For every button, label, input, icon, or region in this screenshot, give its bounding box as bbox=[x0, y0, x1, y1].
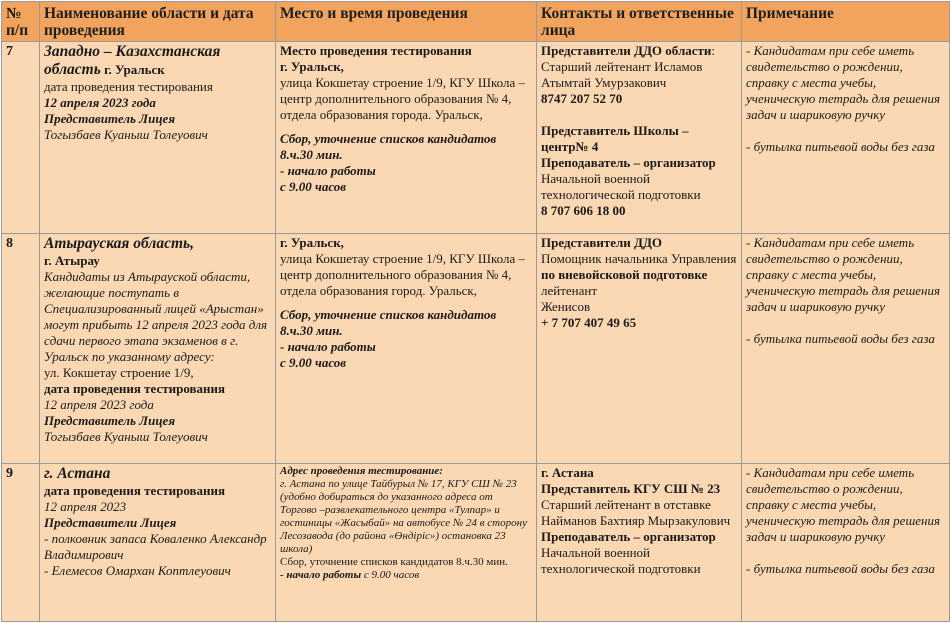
test-date: 12 апреля 2023 bbox=[44, 499, 127, 514]
gather-time: Сбор, уточнение списков кандидатов 8.ч.30 мин. bbox=[280, 556, 508, 568]
note-water: - бутылка питьевой воды без газа bbox=[746, 139, 935, 154]
contacts-teacher-text: Начальной военной технологической подготовки bbox=[541, 545, 701, 576]
contacts-rep-label: Представители ДДО bbox=[541, 235, 663, 250]
gather-time: Сбор, уточнение списков кандидатов 8.ч.30 мин. bbox=[280, 307, 497, 338]
contacts-cell bbox=[537, 42, 742, 234]
header-note: Примечание bbox=[742, 2, 950, 42]
place-title: Адрес проведения тестирование: bbox=[280, 465, 443, 477]
place-address: улица Кокшетау строение 1/9, КГУ Школа – центр дополнительного образования № 4, отдела образования город. Уральск, bbox=[280, 251, 526, 298]
contacts-cell bbox=[537, 464, 742, 622]
contacts-cell bbox=[537, 234, 742, 464]
contacts-phone: 8 707 606 18 00 bbox=[541, 203, 626, 218]
note-cell bbox=[742, 42, 950, 234]
rep-name: Тогызбаев Куаныш Толеуович bbox=[44, 429, 208, 444]
test-date: 12 апреля 2023 года bbox=[44, 95, 156, 110]
note-water: - бутылка питьевой воды без газа bbox=[746, 561, 935, 576]
region-cell bbox=[40, 234, 276, 464]
header-place: Место и время проведения bbox=[276, 2, 537, 42]
rep-name: - полковник запаса Коваленко Александр Владимирович bbox=[44, 531, 267, 562]
start-time: с 9.00 часов bbox=[280, 355, 347, 370]
contacts-rep-label: Представители ДДО области bbox=[541, 43, 712, 58]
header-contacts: Контакты и ответственные лица bbox=[537, 2, 742, 42]
rep-label: Представитель Лицея bbox=[44, 413, 176, 428]
start-label: - начало работы bbox=[280, 163, 376, 178]
place-cell bbox=[276, 42, 537, 234]
contacts-rep-label: Представитель КГУ СШ № 23 bbox=[541, 481, 721, 496]
contacts-rep-text: : Старший лейтенант Исламов Атымтай Умурзакович bbox=[541, 43, 716, 90]
date-label: дата проведения тестирования bbox=[44, 79, 213, 94]
contacts-city: г. Астана bbox=[541, 465, 594, 480]
header-num: № п/п bbox=[2, 2, 40, 42]
place-city: г. Уральск, bbox=[280, 59, 344, 74]
start-time: с 9.00 часов bbox=[280, 179, 347, 194]
table-row bbox=[2, 464, 950, 622]
contacts-phone: + 7 707 407 49 65 bbox=[541, 315, 637, 330]
region-name: Западно – Казахстанская область bbox=[44, 43, 221, 78]
contacts-school-label: Представитель Школы – центр№ 4 bbox=[541, 123, 689, 154]
note-cell bbox=[742, 234, 950, 464]
row-number: 7 bbox=[2, 42, 40, 234]
rep-name: - Елемесов Омархан Коптлеуович bbox=[44, 563, 231, 578]
region-city: г. Атырау bbox=[44, 253, 100, 268]
contacts-teacher-text: Начальной военной технологической подготовки bbox=[541, 171, 701, 202]
contacts-rep-text: Помощник начальника Управления bbox=[541, 251, 737, 266]
date-label: дата проведения тестирования bbox=[44, 381, 226, 396]
contacts-rep-bold: по вневойсковой подготовке bbox=[541, 267, 708, 282]
place-cell bbox=[276, 464, 537, 622]
place-city: г. Уральск, bbox=[280, 235, 344, 250]
place-title: Место проведения тестирования bbox=[280, 43, 472, 58]
contacts-teacher-label: Преподаватель – организатор bbox=[541, 529, 716, 544]
contacts-phone: 8747 207 52 70 bbox=[541, 91, 623, 106]
contacts-teacher-label: Преподаватель – организатор bbox=[541, 155, 716, 170]
rep-label: Представители Лицея bbox=[44, 515, 177, 530]
place-address: г. Астана по улице Тайбурыл № 17, КГУ СШ № 23 (удобно добираться до указанного адреса от Торгово –развлекательного центра «Тулпар» и гостиницы «Жасыбай» на автобусе № 24 в сторону Лесозавода (до района «Өндіріс») остановка 23 школа) bbox=[280, 478, 527, 555]
region-city: г. Уральск bbox=[104, 62, 165, 77]
place-cell bbox=[276, 234, 537, 464]
schedule-table bbox=[1, 1, 950, 622]
row-number: 9 bbox=[2, 464, 40, 622]
region-street: ул. Кокшетау строение 1/9, bbox=[44, 365, 194, 380]
test-date: 12 апреля 2023 года bbox=[44, 397, 154, 412]
region-name: Атырауская область, bbox=[44, 235, 194, 252]
contacts-rank: лейтенант bbox=[541, 283, 598, 298]
header-region: Наименование области и дата проведения bbox=[40, 2, 276, 42]
table-row bbox=[2, 234, 950, 464]
region-cell bbox=[40, 42, 276, 234]
start-time: с 9.00 часов bbox=[363, 569, 420, 581]
rep-label: Представитель Лицея bbox=[44, 111, 176, 126]
note-water: - бутылка питьевой воды без газа bbox=[746, 331, 935, 346]
note-documents: - Кандидатам при себе иметь свидетельство о рождении, справку с места учебы, ученическую тетрадь для решения задач и шариковую ручку bbox=[746, 235, 941, 314]
table-row bbox=[2, 42, 950, 234]
start-label: - начало работы bbox=[280, 339, 376, 354]
region-name: г. Астана bbox=[44, 465, 111, 482]
contacts-rep-text: Старший лейтенант в отставке Найманов Бахтияр Мырзакулович bbox=[541, 497, 731, 528]
note-documents: - Кандидатам при себе иметь свидетельство о рождении, справку с места учебы, ученическую тетрадь для решения задач и шариковую ручку bbox=[746, 465, 941, 544]
region-cell bbox=[40, 464, 276, 622]
region-desc: Кандидаты из Атырауской области, желающие поступать в Специализированный лицей «Арыстан» могут прибыть 12 апреля 2023 года для сдачи первого этапа экзаменов в г. Уральск по указанному адресу: bbox=[44, 269, 268, 364]
start-label: - начало работы bbox=[280, 569, 362, 581]
place-address: улица Кокшетау строение 1/9, КГУ Школа – центр дополнительного образования № 4, отдела образования города. Уральск, bbox=[280, 75, 526, 122]
date-label: дата проведения тестирования bbox=[44, 483, 226, 498]
rep-name: Тогызбаев Куаныш Толеуович bbox=[44, 127, 208, 142]
table-header-row bbox=[2, 2, 950, 42]
contacts-name: Женисов bbox=[541, 299, 591, 314]
note-cell bbox=[742, 464, 950, 622]
row-number: 8 bbox=[2, 234, 40, 464]
gather-time: Сбор, уточнение списков кандидатов 8.ч.30 мин. bbox=[280, 131, 497, 162]
note-documents: - Кандидатам при себе иметь свидетельство о рождении, справку с места учебы, ученическую тетрадь для решения задач и шариковую ручку bbox=[746, 43, 941, 122]
